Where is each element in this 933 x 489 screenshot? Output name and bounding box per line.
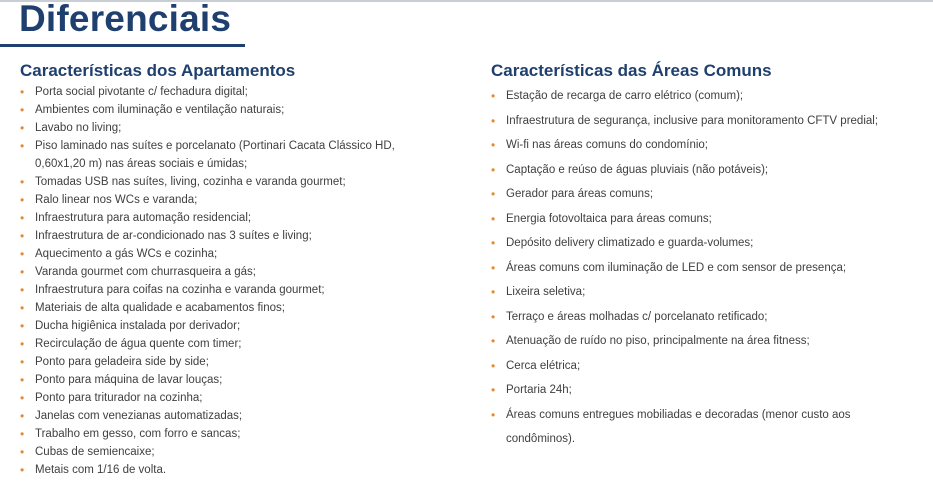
bullet-icon: • — [20, 337, 25, 351]
bullet-icon: • — [20, 229, 25, 243]
list-item — [20, 83, 440, 101]
list-item — [491, 403, 931, 428]
list-item — [20, 389, 440, 407]
list-item-text: 0,60x1,20 m) nas áreas sociais e úmidas; — [35, 158, 248, 170]
list-item-text: Ambientes com iluminação e ventilação naturais; — [35, 104, 285, 116]
list-item-text: Infraestrutura para coifas na cozinha e varanda gourmet; — [35, 284, 325, 296]
list-item — [20, 101, 440, 119]
list-item-text: Lavabo no living; — [35, 122, 122, 134]
list-item-text: Áreas comuns com iluminação de LED e com sensor de presença; — [506, 261, 847, 274]
list-item-text: Estação de recarga de carro elétrico (comum); — [506, 90, 744, 102]
common-areas-features-heading: Características das Áreas Comuns — [491, 61, 772, 80]
list-item-text: Varanda gourmet com churrasqueira a gás; — [35, 266, 256, 278]
list-item — [491, 158, 931, 183]
list-item — [491, 378, 931, 403]
bullet-icon: • — [20, 283, 25, 297]
list-item — [491, 231, 931, 256]
list-item — [20, 263, 440, 281]
list-item-text: Depósito delivery climatizado e guarda-volumes; — [506, 237, 754, 249]
bullet-icon: • — [491, 187, 496, 201]
list-item — [491, 133, 931, 158]
list-item — [491, 84, 931, 109]
list-item — [20, 335, 440, 353]
list-item — [20, 173, 440, 191]
list-item — [491, 207, 931, 232]
list-item-text: Infraestrutura de ar-condicionado nas 3 suítes e living; — [35, 230, 312, 242]
list-item — [20, 443, 440, 461]
bullet-icon: • — [20, 103, 25, 117]
bullet-icon: • — [20, 391, 25, 405]
list-item-text: Gerador para áreas comuns; — [506, 188, 654, 200]
list-item — [20, 407, 440, 425]
list-item — [20, 353, 440, 371]
list-item-text: Cubas de semiencaixe; — [35, 446, 155, 458]
list-item — [491, 354, 931, 379]
list-item — [491, 182, 931, 207]
bullet-icon: • — [20, 319, 25, 333]
bullet-icon: • — [491, 211, 496, 226]
bullet-icon: • — [491, 138, 496, 152]
common-areas-features-list — [491, 84, 931, 452]
list-item-text: Wi-fi nas áreas comuns do condomínio; — [506, 139, 708, 151]
list-item — [20, 227, 440, 245]
list-item — [20, 137, 440, 155]
bullet-icon: • — [491, 236, 496, 250]
list-item-text: Materiais de alta qualidade e acabamentos finos; — [35, 302, 285, 314]
bullet-icon: • — [20, 265, 25, 279]
list-item — [20, 317, 440, 335]
list-item-text: Infraestrutura para automação residencial; — [35, 212, 252, 224]
bullet-icon: • — [20, 445, 25, 459]
list-item-text: Piso laminado nas suítes e porcelanato (Portinari Cacata Clássico HD, — [35, 140, 395, 152]
list-item-text: Portaria 24h; — [506, 384, 572, 396]
list-item-text: Ponto para máquina de lavar louças; — [35, 374, 223, 386]
bullet-icon: • — [20, 193, 25, 207]
bullet-icon: • — [20, 301, 25, 315]
list-item — [491, 256, 931, 281]
bullet-icon: • — [491, 309, 496, 324]
bullet-icon: • — [491, 407, 496, 422]
bullet-icon: • — [20, 139, 25, 153]
list-item — [20, 209, 440, 227]
list-item — [20, 191, 440, 209]
bullet-icon: • — [491, 162, 496, 177]
list-item-text: Ralo linear nos WCs e varanda; — [35, 194, 198, 206]
list-item — [20, 245, 440, 263]
list-item — [20, 155, 440, 173]
bullet-icon: • — [20, 247, 25, 261]
list-item-text: Recirculação de água quente com timer; — [35, 338, 242, 350]
list-item-text: Janelas com venezianas automatizadas; — [35, 410, 243, 422]
bullet-icon: • — [491, 260, 496, 275]
bullet-icon: • — [491, 334, 496, 348]
list-item-text: Metais com 1/16 de volta. — [35, 464, 167, 476]
bullet-icon: • — [491, 358, 496, 373]
list-item-text: Energia fotovoltaica para áreas comuns; — [506, 212, 712, 225]
list-item-text: Trabalho em gesso, com forro e sancas; — [35, 428, 241, 440]
title-underline — [0, 44, 245, 47]
list-item — [20, 425, 440, 443]
apartments-features-heading: Características dos Apartamentos — [20, 61, 296, 80]
bullet-icon: • — [20, 355, 25, 369]
list-item — [20, 281, 440, 299]
bullet-icon: • — [491, 89, 496, 103]
list-item — [20, 461, 440, 479]
list-item — [20, 371, 440, 389]
bullet-icon: • — [20, 427, 25, 441]
bullet-icon: • — [20, 121, 25, 135]
list-item-text: Ponto para triturador na cozinha; — [35, 392, 203, 404]
bullet-icon: • — [20, 409, 25, 423]
list-item-text: Cerca elétrica; — [506, 359, 581, 372]
bullet-icon: • — [491, 113, 496, 128]
list-item-text: condôminos). — [506, 433, 576, 445]
list-item — [491, 280, 931, 305]
list-item — [20, 119, 440, 137]
list-item-text: Atenuação de ruído no piso, principalmente na área fitness; — [506, 335, 810, 347]
list-item — [491, 109, 931, 134]
list-item — [491, 305, 931, 330]
list-item-text: Ducha higiênica instalada por derivador; — [35, 320, 241, 332]
list-item-text: Áreas comuns entregues mobiliadas e decoradas (menor custo aos — [506, 408, 851, 421]
list-item-text: Infraestrutura de segurança, inclusive para monitoramento CFTV predial; — [506, 114, 879, 127]
list-item-text: Captação e reúso de águas pluviais (não potáveis); — [506, 163, 769, 176]
list-item-text: Tomadas USB nas suítes, living, cozinha e varanda gourmet; — [35, 176, 346, 188]
apartments-features-list — [20, 83, 440, 479]
list-item-text: Terraço e áreas molhadas c/ porcelanato retificado; — [506, 310, 768, 323]
bullet-icon: • — [491, 383, 496, 397]
list-item — [20, 299, 440, 317]
list-item — [491, 329, 931, 354]
bullet-icon: • — [20, 211, 25, 225]
list-item-text: Lixeira seletiva; — [506, 286, 586, 298]
bullet-icon: • — [20, 85, 25, 99]
bullet-icon: • — [20, 373, 25, 387]
list-item — [491, 427, 931, 452]
bullet-icon: • — [20, 463, 25, 477]
list-item-text: Porta social pivotante c/ fechadura digital; — [35, 86, 248, 98]
list-item-text: Ponto para geladeira side by side; — [35, 356, 209, 368]
list-item-text: Aquecimento a gás WCs e cozinha; — [35, 248, 218, 260]
page-title: Diferenciais — [19, 0, 232, 39]
bullet-icon: • — [20, 175, 25, 189]
title-block — [0, 0, 245, 48]
bullet-icon: • — [491, 285, 496, 299]
